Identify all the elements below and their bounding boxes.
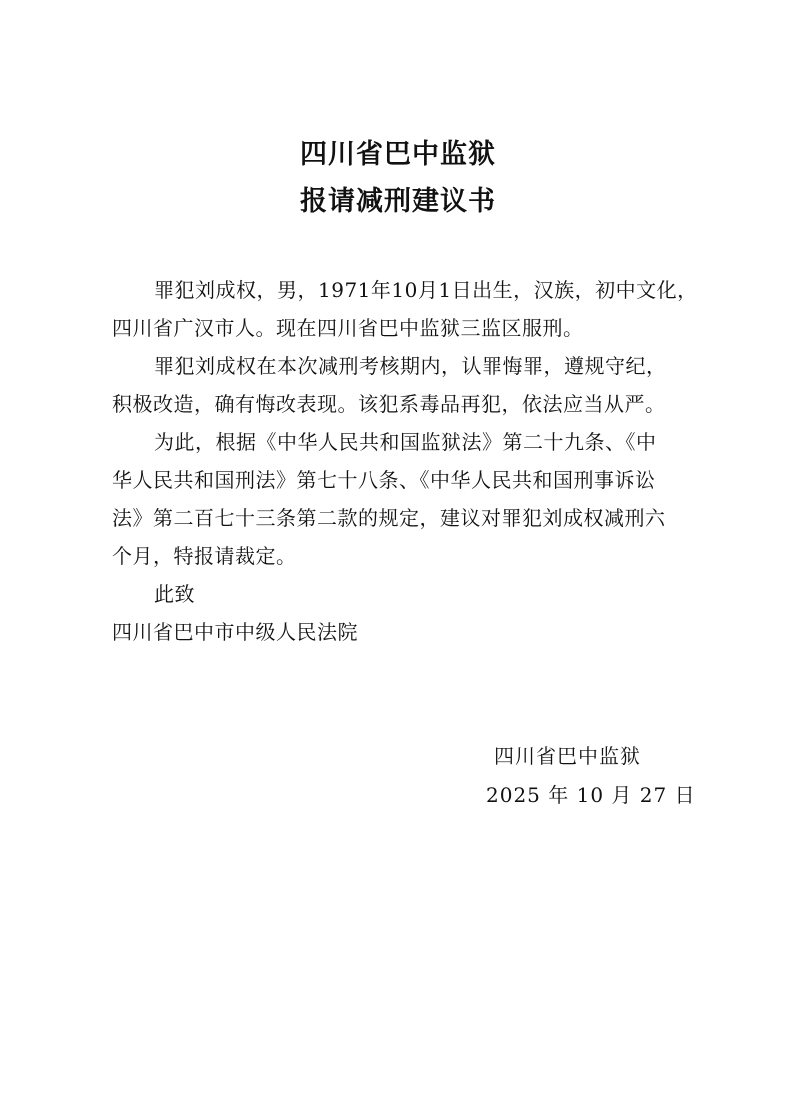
paragraph-line: 华人民共和国刑法》第七十八条、《中华人民共和国刑事诉讼: [112, 468, 656, 492]
paragraph-line: 罪犯刘成权，男，1971年10月1日出生，汉族，初中文化，: [154, 278, 698, 302]
document-body: [112, 271, 696, 651]
signature-org: 四川省巴中监狱: [494, 744, 641, 768]
paragraph-3: [112, 423, 696, 575]
paragraph-line: 四川省广汉市人。现在四川省巴中监狱三监区服刑。: [112, 316, 584, 340]
paragraph-2: [112, 347, 696, 423]
addressee: 四川省巴中市中级人民法院: [112, 620, 358, 644]
signature-date: 2025 年 10 月 27 日: [486, 783, 696, 807]
paragraph-line: 法》第二百七十三条第二款的规定，建议对罪犯刘成权减刑六: [112, 506, 666, 530]
salutation: 此致: [154, 582, 195, 606]
document-title-line2: 报请减刑建议书: [300, 186, 496, 217]
paragraph-line: 罪犯刘成权在本次减刑考核期内，认罪悔罪，遵规守纪，: [154, 354, 667, 378]
paragraph-line: 积极改造，确有悔改表现。该犯系毒品再犯，依法应当从严。: [112, 392, 666, 416]
paragraph-line: 个月，特报请裁定。: [112, 544, 297, 568]
document-title-line1: 四川省巴中监狱: [300, 139, 496, 170]
salutation-block: [112, 575, 696, 651]
paragraph-1: [112, 271, 696, 347]
paragraph-line: 为此，根据《中华人民共和国监狱法》第二十九条、《中: [154, 430, 657, 454]
